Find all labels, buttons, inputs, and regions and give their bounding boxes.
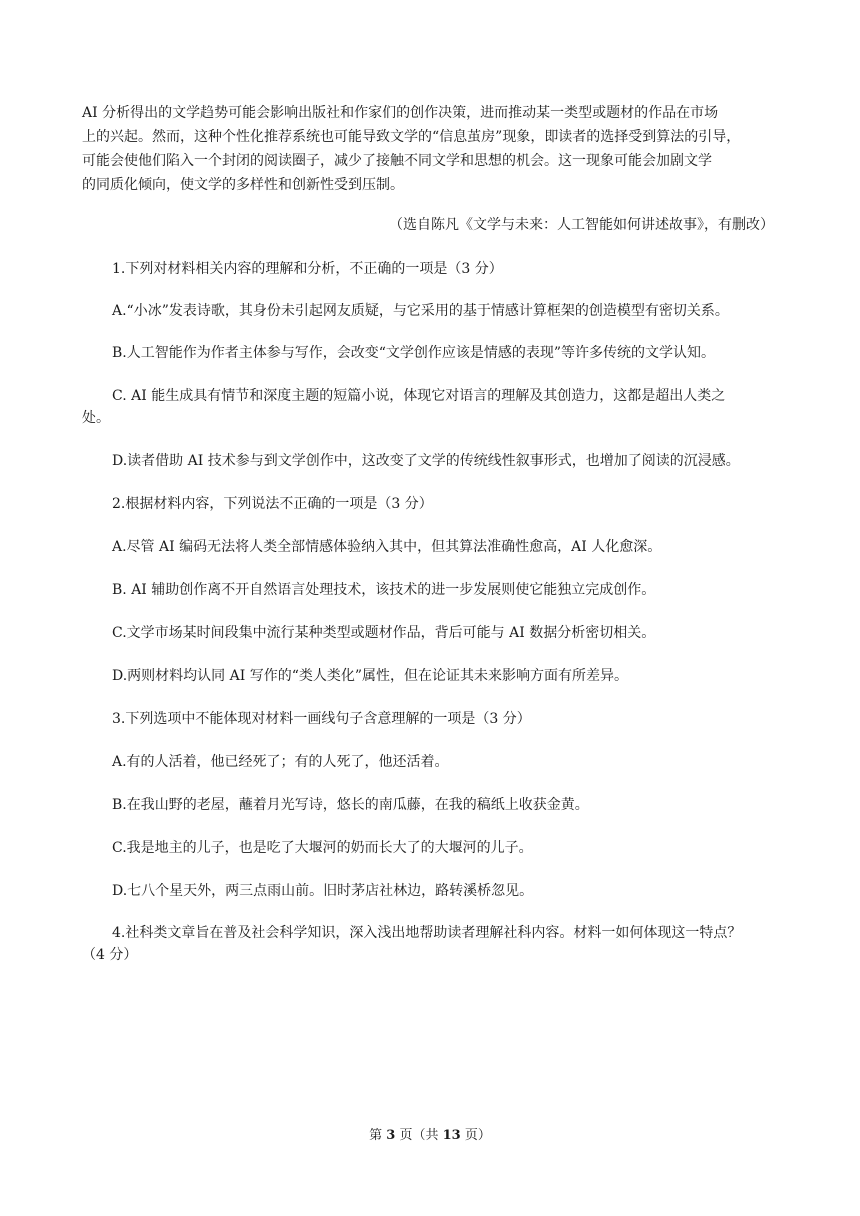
page-footer (0, 1127, 860, 1145)
option-text: D.读者借助 AI 技术参与到文学创作中，这改变了文学的传统线性叙事形式，也增加了阅读的沉浸感。 (112, 453, 740, 469)
question-3-stem: 3.下列选项中不能体现对材料一画线句子含意理解的一项是（3 分） (112, 711, 531, 727)
question-2-stem: 2.根据材料内容，下列说法不正确的一项是（3 分） (112, 496, 433, 512)
passage-text (82, 101, 782, 197)
passage-line: 上的兴起。然而，这种个性化推荐系统也可能导致文学的“信息茧房”现象，即读者的选择受到算法的引导， (82, 129, 741, 145)
question-2-option-b (82, 579, 792, 601)
question-4 (82, 922, 792, 966)
passage-line: 的同质化倾向，使文学的多样性和创新性受到压制。 (82, 177, 404, 193)
question-4-stem: 4.社科类文章旨在普及社会科学知识，深入浅出地帮助读者理解社科内容。材料一如何体现这一特点？ (112, 925, 742, 941)
option-text: C.文学市场某时间段集中流行某种类型或题材作品，背后可能与 AI 数据分析密切相关。 (112, 625, 656, 641)
question-3-option-c (82, 837, 792, 859)
footer-total-pages: 13 (442, 1128, 461, 1143)
question-3-option-a (82, 751, 792, 773)
question-3-option-d (82, 880, 792, 902)
question-2 (82, 493, 792, 515)
option-text: C. AI 能生成具有情节和深度主题的短篇小说，体现它对语言的理解及其创造力，这都是超出人类之 (112, 388, 726, 404)
question-1-option-d (82, 450, 792, 472)
question-4-points: （4 分） (82, 947, 138, 963)
option-text: B.人工智能作为作者主体参与写作，会改变“文学创作应该是情感的表现”等许多传统的文学认知。 (112, 345, 716, 361)
question-1-stem: 1.下列对材料相关内容的理解和分析，不正确的一项是（3 分） (112, 261, 503, 277)
passage-source: （选自陈凡《文学与未来：人工智能如何讲述故事》，有删改） (389, 217, 774, 233)
footer-prefix: 第 (369, 1128, 387, 1143)
passage-line: AI 分析得出的文学趋势可能会影响出版社和作家们的创作决策，进而推动某一类型或题材的作品在市场 (82, 105, 719, 121)
option-text-continued: 处。 (82, 410, 110, 426)
option-text: A.有的人活着，他已经死了；有的人死了，他还活着。 (112, 754, 449, 770)
option-text: B.在我山野的老屋，蘸着月光写诗，悠长的南瓜藤，在我的稿纸上收获金黄。 (112, 797, 589, 813)
question-1 (82, 258, 792, 280)
option-text: A.“小冰”发表诗歌，其身份未引起网友质疑，与它采用的基于情感计算框架的创造模型有密切关系。 (112, 303, 729, 319)
option-text: A.尽管 AI 编码无法将人类全部情感体验纳入其中，但其算法准确性愈高，AI 人化愈深。 (112, 539, 662, 555)
question-2-option-a (82, 536, 792, 558)
option-text: D.七八个星天外，两三点雨山前。旧时茅店社林边，路转溪桥忽见。 (112, 883, 534, 899)
question-2-option-c (82, 622, 792, 644)
question-1-option-b (82, 342, 792, 364)
question-3-option-b (82, 794, 792, 816)
question-2-option-d (82, 665, 792, 687)
option-text: C.我是地主的儿子，也是吃了大堰河的奶而长大了的大堰河的儿子。 (112, 840, 533, 856)
question-1-option-a (82, 300, 792, 322)
option-text: B. AI 辅助创作离不开自然语言处理技术，该技术的进一步发展则使它能独立完成创作。 (112, 582, 656, 598)
footer-middle: 页（共 (395, 1128, 443, 1143)
question-1-option-c (82, 385, 792, 429)
footer-suffix: 页） (460, 1128, 491, 1143)
passage-line: 可能会使他们陷入一个封闭的阅读圈子，减少了接触不同文学和思想的机会。这一现象可能会加剧文学 (82, 153, 712, 169)
option-text: D.两则材料均认同 AI 写作的“类人类化”属性，但在论证其未来影响方面有所差异。 (112, 668, 629, 684)
question-3 (82, 708, 792, 730)
footer-page-number: 3 (386, 1128, 396, 1143)
